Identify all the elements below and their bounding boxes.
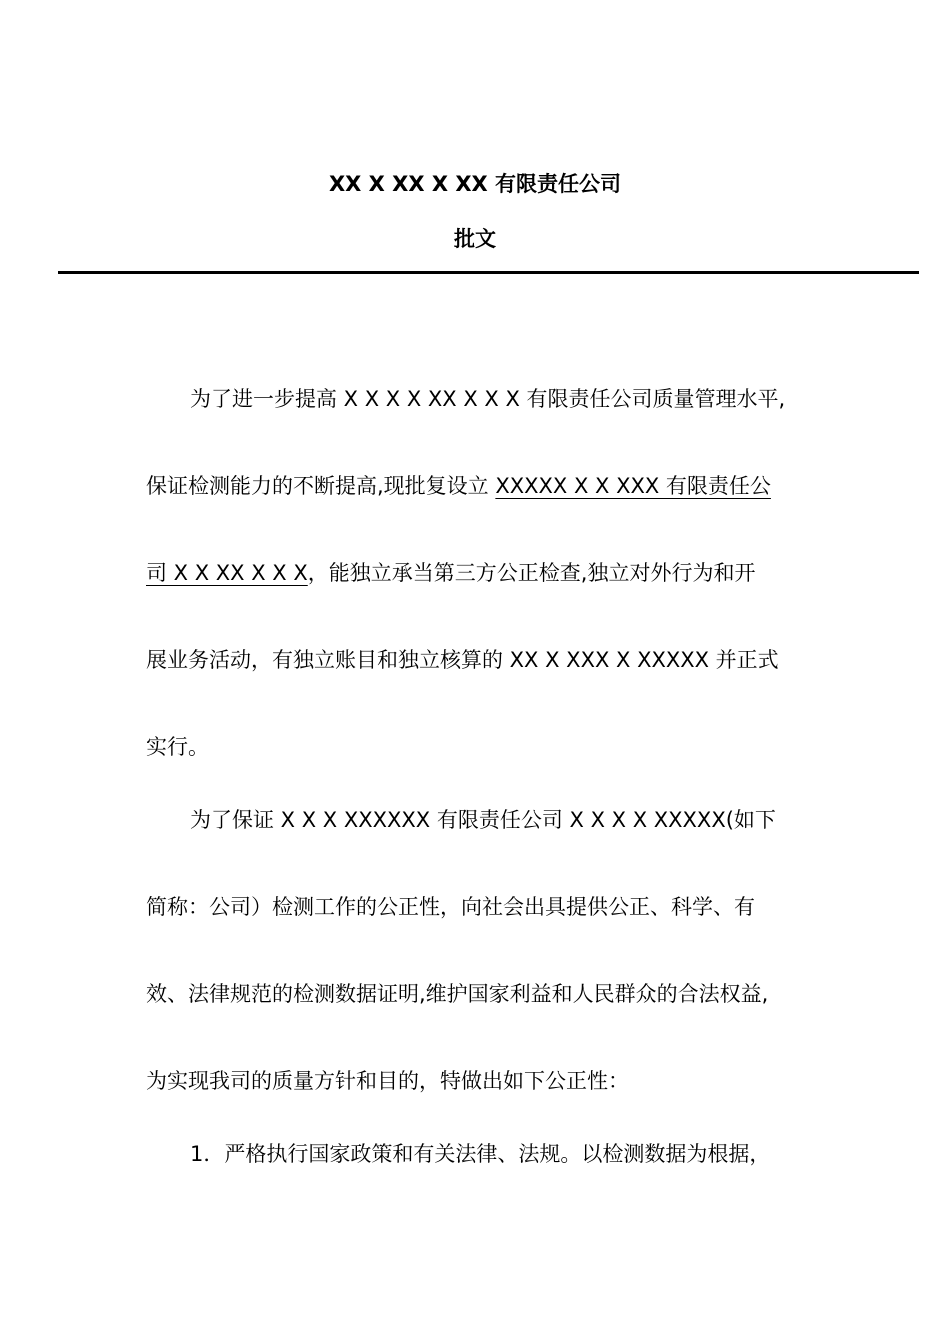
paragraph-1-line-5: 实行。 [146, 735, 209, 759]
paragraph-1-line-4: 展业务活动，有独立账目和独立核算的 XX X XXX X XXXXX 并正式 [146, 648, 779, 672]
paragraph-1-line-3 [146, 558, 755, 588]
paragraph-1-line-2-text: 保证检测能力的不断提高,现批复设立 [146, 474, 496, 498]
document-title: XX X XX X XX 有限责任公司 [328, 172, 622, 196]
document-subtitle: 批文 [454, 227, 496, 251]
paragraph-1-line-1: 为了进一步提高 X X X X XX X X X 有限责任公司质量管理水平, [190, 387, 786, 411]
paragraph-1-line-3-text: ，能独立承当第三方公正检查,独立对外行为和开 [307, 561, 756, 585]
list-item-1: 1．严格执行国家政策和有关法律、法规。以检测数据为根据， [190, 1142, 771, 1166]
header-divider [58, 271, 919, 274]
underlined-company-name: XXXXX X X XXX 有限责任公 [495, 474, 771, 498]
paragraph-2-line-1: 为了保证 X X X XXXXXX 有限责任公司 X X X X XXXXX(如下 [190, 808, 776, 832]
paragraph-1-line-2 [146, 471, 771, 501]
underlined-company-suffix: 司 X X XX X X X [146, 561, 308, 585]
paragraph-2-line-3: 效、法律规范的检测数据证明,维护国家利益和人民群众的合法权益, [146, 982, 769, 1006]
paragraph-2-line-4: 为实现我司的质量方针和目的，特做出如下公正性： [146, 1069, 629, 1093]
paragraph-2-line-2: 简称：公司）检测工作的公正性，向社会出具提供公正、科学、有 [146, 895, 755, 919]
